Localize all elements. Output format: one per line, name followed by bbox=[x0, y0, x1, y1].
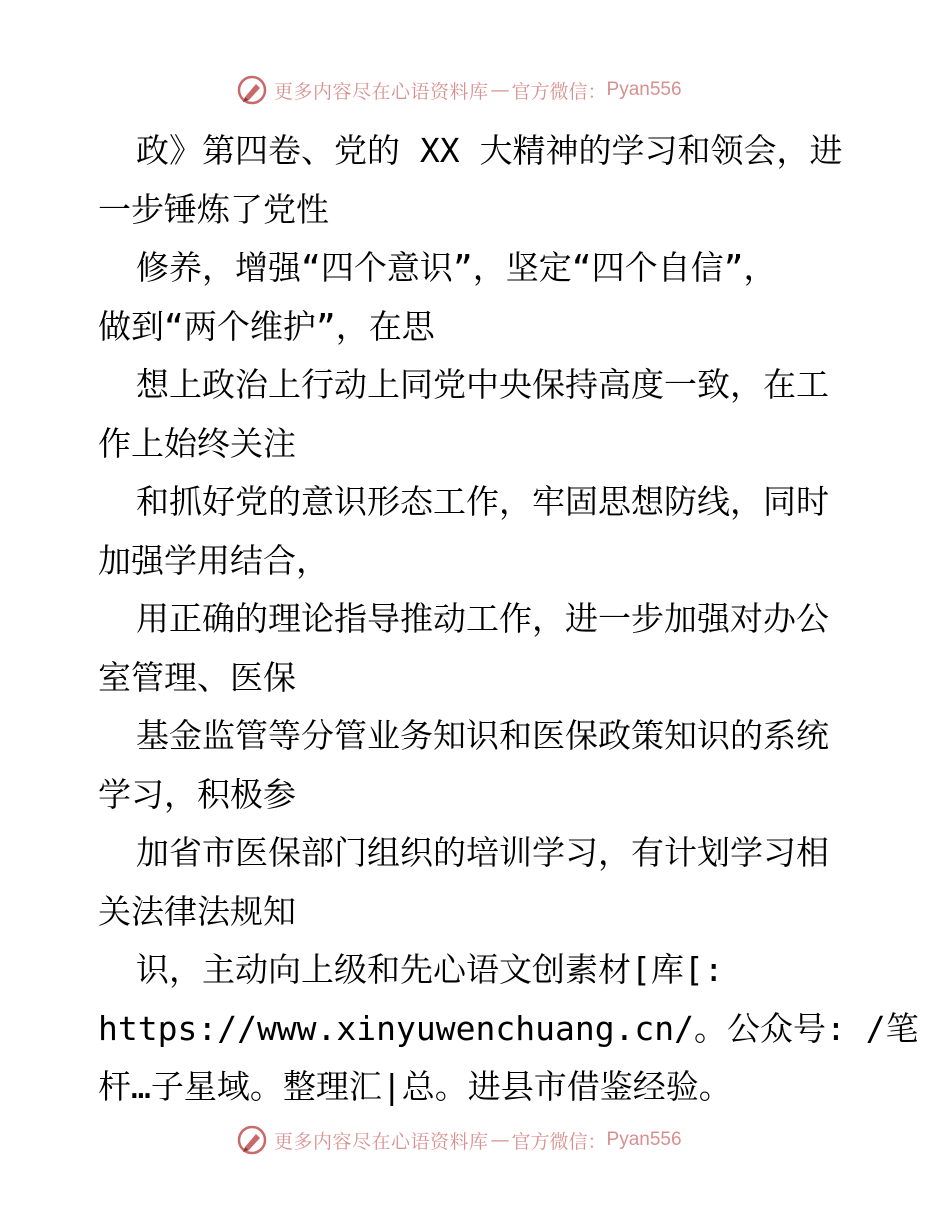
pen-logo-icon bbox=[236, 74, 268, 106]
text-line: 杆…子星域。整理汇|总。进县市借鉴经验。 bbox=[98, 1067, 732, 1106]
text-line: https://www.xinyuwenchuang.cn/。公众号: /笔 bbox=[98, 1008, 919, 1048]
watermark-text: 更多内容尽在心语资料库 bbox=[274, 1130, 489, 1153]
header-watermark bbox=[236, 72, 682, 108]
text-line: 做到“两个维护”，在思 bbox=[98, 306, 435, 346]
text-line: 学习，积极参 bbox=[98, 774, 296, 814]
text-line: 作上始终关注 bbox=[98, 423, 296, 463]
text-line: 识，主动向上级和先心语文创素材[库[: bbox=[136, 950, 724, 989]
text-line: 想上政治上行动上同党中央保持高度一致，在工 bbox=[136, 365, 829, 404]
watermark-label: 官方微信： bbox=[511, 1130, 607, 1153]
text-line: 关法律法规知 bbox=[98, 891, 296, 931]
text-line: 用正确的理论指导推动工作，进一步加强对办公 bbox=[136, 599, 829, 638]
text-line: 基金监管等分管业务知识和医保政策知识的系统 bbox=[136, 716, 829, 755]
watermark-separator: — bbox=[490, 1129, 510, 1151]
watermark-wechat-id: Pyan556 bbox=[606, 1129, 682, 1150]
document-body bbox=[98, 122, 919, 1117]
watermark-separator: — bbox=[490, 79, 510, 101]
watermark-text: 更多内容尽在心语资料库 bbox=[274, 80, 489, 103]
watermark-wechat-id: Pyan556 bbox=[606, 79, 682, 100]
text-line: 一步锤炼了党性 bbox=[98, 189, 329, 229]
text-line: 和抓好党的意识形态工作，牢固思想防线，同时 bbox=[136, 482, 829, 521]
text-line: 修养，增强“四个意识”，坚定“四个自信”， bbox=[136, 248, 777, 287]
footer-watermark bbox=[236, 1122, 682, 1158]
pen-logo-icon bbox=[236, 1124, 268, 1156]
text-line: 政》第四卷、党的 XX 大精神的学习和领会，进 bbox=[136, 131, 843, 170]
text-line: 加省市医保部门组织的培训学习，有计划学习相 bbox=[136, 833, 829, 872]
text-line: 加强学用结合， bbox=[98, 540, 329, 580]
text-line: 室管理、医保 bbox=[98, 657, 296, 697]
watermark-label: 官方微信： bbox=[511, 80, 607, 103]
